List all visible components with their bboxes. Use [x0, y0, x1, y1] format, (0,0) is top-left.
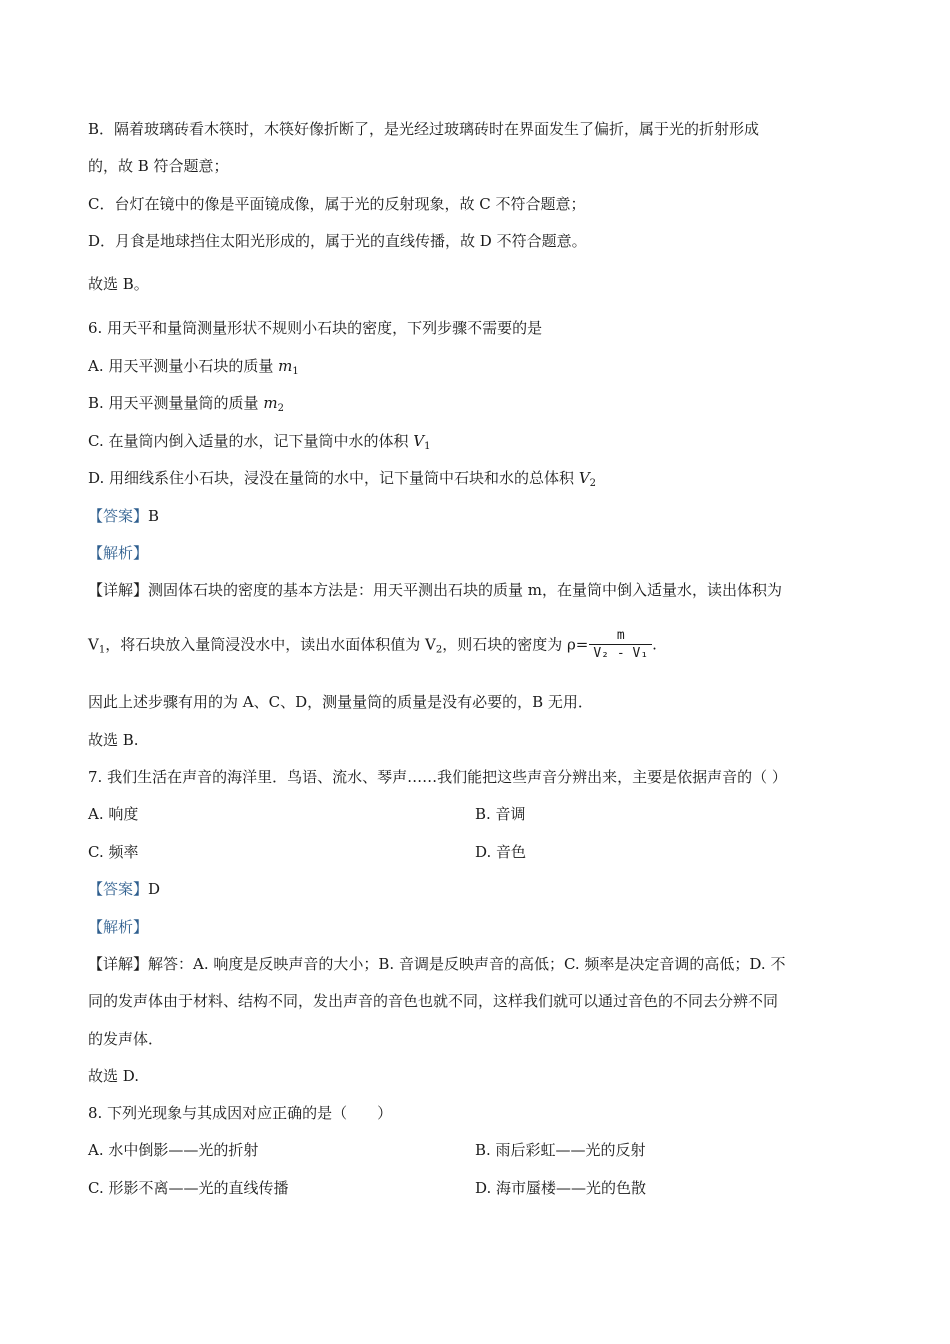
- q5-option-d: D．月食是地球挡住太阳光形成的，属于光的直线传播，故 D 不符合题意。: [88, 232, 587, 250]
- detail-tag: 【详解】: [88, 955, 149, 973]
- q6-answer: 【答案】B: [88, 507, 160, 525]
- q6-conclusion: 故选 B.: [88, 731, 139, 749]
- q8-stem: 8. 下列光现象与其成因对应正确的是（ ）: [88, 1104, 393, 1122]
- q6-option-a: A. 用天平测量小石块的质量 $m_1$: [88, 357, 299, 377]
- q6-option-c: C. 在量筒内倒入适量的水，记下量筒中水的体积 $V_1$: [88, 432, 431, 452]
- q5-option-b-line2: 的，故 B 符合题意；: [88, 157, 229, 175]
- q6-option-d: D. 用细线系住小石块，浸没在量筒的水中，记下量筒中石块和水的总体积 $V_2$: [88, 469, 597, 489]
- q5-option-c: C．台灯在镜中的像是平面镜成像，属于光的反射现象，故 C 不符合题意；: [88, 195, 586, 213]
- q6-stem: 6. 用天平和量筒测量形状不规则小石块的密度，下列步骤不需要的是: [88, 319, 543, 337]
- q7-detail-line2: 同的发声体由于材料、结构不同，发出声音的音色也就不同，这样我们就可以通过音色的不同去分辨不同: [88, 992, 779, 1010]
- q8-option-d: D. 海市蜃楼——光的色散: [475, 1179, 647, 1197]
- q6-detail-line2: $V_1$，将石块放入量筒浸没水中，读出水面体积值为 $V_2$，则石块的密度为 ρ= $\frac{m}{\text{V₂ - V₁}}$ .: [88, 628, 657, 661]
- q8-option-c: C. 形影不离——光的直线传播: [88, 1179, 289, 1197]
- q7-option-a: A. 响度: [88, 805, 139, 823]
- q6-option-b: B. 用天平测量量筒的质量 $m_2$: [88, 394, 284, 414]
- q6-analysis-tag: 【解析】: [88, 544, 149, 562]
- q7-detail-line3: 的发声体．: [88, 1030, 164, 1048]
- q6-detail-line3: 因此上述步骤有用的为 A、C、D，测量量筒的质量是没有必要的，B 无用．: [88, 693, 593, 711]
- q7-conclusion: 故选 D.: [88, 1067, 140, 1085]
- q7-answer: 【答案】D: [88, 880, 161, 898]
- density-fraction: $\frac{m}{\text{V₂ - V₁}}$: [589, 628, 652, 663]
- q7-analysis-tag: 【解析】: [88, 918, 149, 936]
- detail-tag: 【详解】: [88, 581, 149, 599]
- q5-option-b-line1: B．隔着玻璃砖看木筷时，木筷好像折断了，是光经过玻璃砖时在界面发生了偏折，属于光的折射形成: [88, 120, 760, 138]
- q7-option-c: C. 频率: [88, 843, 139, 861]
- q6-detail-line1: 【详解】测固体石块的密度的基本方法是：用天平测出石块的质量 m，在量筒中倒入适量水，读出体积为: [88, 581, 783, 599]
- q7-option-b: B. 音调: [475, 805, 526, 823]
- answer-tag: 【答案】: [88, 880, 149, 898]
- q8-option-a: A. 水中倒影——光的折射: [88, 1141, 259, 1159]
- q8-option-b: B. 雨后彩虹——光的反射: [475, 1141, 646, 1159]
- q5-conclusion: 故选 B。: [88, 275, 149, 293]
- q7-option-d: D. 音色: [475, 843, 527, 861]
- answer-tag: 【答案】: [88, 507, 149, 525]
- q7-stem: 7. 我们生活在声音的海洋里．鸟语、流水、琴声……我们能把这些声音分辨出来，主要是依据声音的（ ）: [88, 768, 787, 786]
- q7-detail-line1: 【详解】解答：A. 响度是反映声音的大小；B. 音调是反映声音的高低；C. 频率是决定音调的高低；D. 不: [88, 955, 786, 973]
